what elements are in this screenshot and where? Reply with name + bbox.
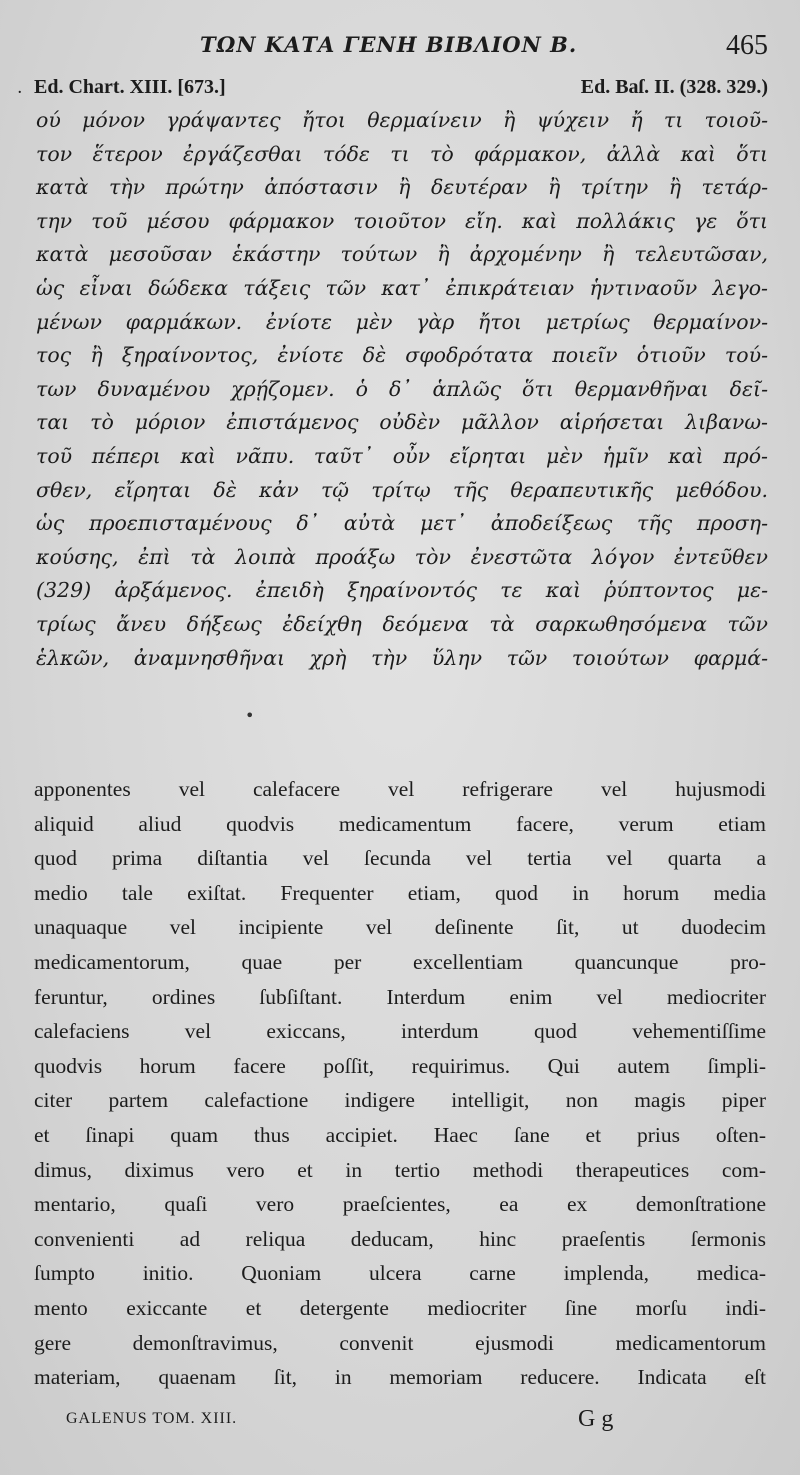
greek-text-line: κατὰ τὴν πρώτην ἀπόστασιν ἢ δευτέραν ἢ τρίτην ἢ τετάρ-	[36, 175, 768, 200]
greek-text-line: τοῦ πέπερι καὶ νᾶπυ. ταῦτ᾽ οὖν εἴρηται μὲν ἡμῖν καὶ πρό-	[36, 443, 768, 468]
greek-text-line: ού μόνον γράψαντες ἤτοι θερμαίνειν ἢ ψύχειν ἤ τι τοιοῦ-	[36, 108, 768, 132]
latin-text-line: materiam, quaenam ſit, in memoriam reducere. Indicata eſt	[34, 1365, 766, 1390]
latin-text-line: dimus, diximus vero et in tertio methodi therapeutices com-	[34, 1157, 766, 1182]
greek-text-line: μένων φαρμάκων. ἐνίοτε μὲν γὰρ ἤτοι μετρίως θερμαίνον-	[36, 309, 768, 334]
latin-text-line: quodvis horum facere poſſit, requirimus. Qui autem ſimpli-	[34, 1053, 766, 1078]
greek-text-line: σθεν, εἴρηται δὲ κἀν τῷ τρίτῳ τῆς θεραπευτικῆς μεθόδου.	[36, 477, 768, 502]
greek-text-line: τρίως ἄνευ δήξεως ἐδείχθη δεόμενα τὰ σαρκωθησόμενα τῶν	[36, 611, 768, 636]
latin-text-line: feruntur, ordines ſubſiſtant. Interdum enim vel mediocriter	[34, 984, 766, 1009]
greek-text-line: την τοῦ μέσου φάρμακον τοιοῦτον εἴη. καὶ πολλάκις γε ὅτι	[36, 208, 768, 233]
edition-basel-reference: Ed. Baſ. II. (328. 329.)	[580, 76, 768, 98]
latin-text-line: ſumpto initio. Quoniam ulcera carne implenda, medica-	[34, 1261, 766, 1286]
volume-signature: GALENUS TOM. XIII.	[66, 1410, 238, 1427]
latin-text-line: quod prima diſtantia vel ſecunda vel tertia vel quarta a	[34, 846, 766, 871]
greek-text-line: (329) ἀρξάμενος. ἐπειδὴ ξηραίνοντός τε καὶ ῥύπτοντος με-	[36, 578, 768, 603]
greek-text-line: ἑλκῶν, ἀναμνησθῆναι χρὴ τὴν ὕλην τῶν τοιούτων φαρμά-	[36, 645, 768, 670]
latin-text-line: apponentes vel calefacere vel refrigerare vel hujusmodi	[34, 777, 766, 801]
printer-signature-mark: G g	[578, 1406, 614, 1432]
latin-text-line: calefaciens vel exiccans, interdum quod vehementiſſime	[34, 1019, 766, 1044]
page-footer	[0, 1406, 800, 1440]
greek-text-block	[36, 104, 768, 675]
latin-text-block	[34, 772, 766, 1395]
latin-text-line: aliquid aliud quodvis medicamentum facere, verum etiam	[34, 811, 766, 836]
margin-dot: .	[18, 82, 22, 97]
section-divider-mark: •	[245, 706, 255, 725]
latin-text-line: mento exiccante et detergente mediocriter ſine morſu indi-	[34, 1295, 766, 1320]
page-header	[0, 28, 800, 62]
greek-text-line: κούσης, ἐπὶ τὰ λοιπὰ προάξω τὸν ἐνεστῶτα λόγον ἐντεῦθεν	[36, 544, 768, 569]
running-title: ΤΩΝ ΚΑΤΑ ΓΕΝΗ ΒΙΒΛΙΟΝ Β.	[200, 32, 578, 57]
greek-text-line: κατὰ μεσοῦσαν ἑκάστην τούτων ἢ ἀρχομένην ἢ τελευτῶσαν,	[36, 242, 768, 267]
edition-chart-reference: Ed. Chart. XIII. [673.]	[34, 76, 226, 98]
greek-text-line: ὡς προεπισταμένους δ᾽ αὐτὰ μετ᾽ ἀποδείξεως τῆς προση-	[36, 511, 768, 536]
latin-text-line: convenienti ad reliqua deducam, hinc praeſentis ſermonis	[34, 1226, 766, 1251]
latin-text-line: et ſinapi quam thus accipiet. Haec ſane et prius oſten-	[34, 1122, 766, 1147]
greek-text-line: τον ἕτερον ἐργάζεσθαι τόδε τι τὸ φάρμακον, ἀλλὰ καὶ ὅτι	[36, 141, 768, 166]
latin-text-line: medicamentorum, quae per excellentiam quancunque pro-	[34, 949, 766, 974]
latin-text-line: unaquaque vel incipiente vel deſinente ſit, ut duodecim	[34, 915, 766, 940]
latin-text-line: mentario, quaſi vero praeſcientes, ea ex demonſtratione	[34, 1192, 766, 1217]
greek-text-line: ὡς εἶναι δώδεκα τάξεις τῶν κατ᾽ ἐπικράτειαν ἡντιναοῦν λεγο-	[36, 275, 768, 300]
greek-text-line: των δυναμένου χρῄζομεν. ὁ δ᾽ ἁπλῶς ὅτι θερμανθῆναι δεῖ-	[36, 376, 768, 401]
latin-text-line: gere demonſtravimus, convenit ejusmodi medicamentorum	[34, 1330, 766, 1355]
greek-text-line: ται τὸ μόριον ἐπιστάμενος οὐδὲν μᾶλλον αἱρήσεται λιβανω-	[36, 410, 768, 435]
greek-text-line: τος ἢ ξηραίνοντος, ἐνίοτε δὲ σφοδρότατα ποιεῖν ὁτιοῦν τού-	[36, 343, 768, 368]
page-number: 465	[726, 30, 768, 61]
latin-text-line: citer partem calefactione indigere intelligit, non magis piper	[34, 1088, 766, 1113]
latin-text-line: medio tale exiſtat. Frequenter etiam, quod in horum media	[34, 880, 766, 905]
edition-references	[18, 76, 768, 104]
